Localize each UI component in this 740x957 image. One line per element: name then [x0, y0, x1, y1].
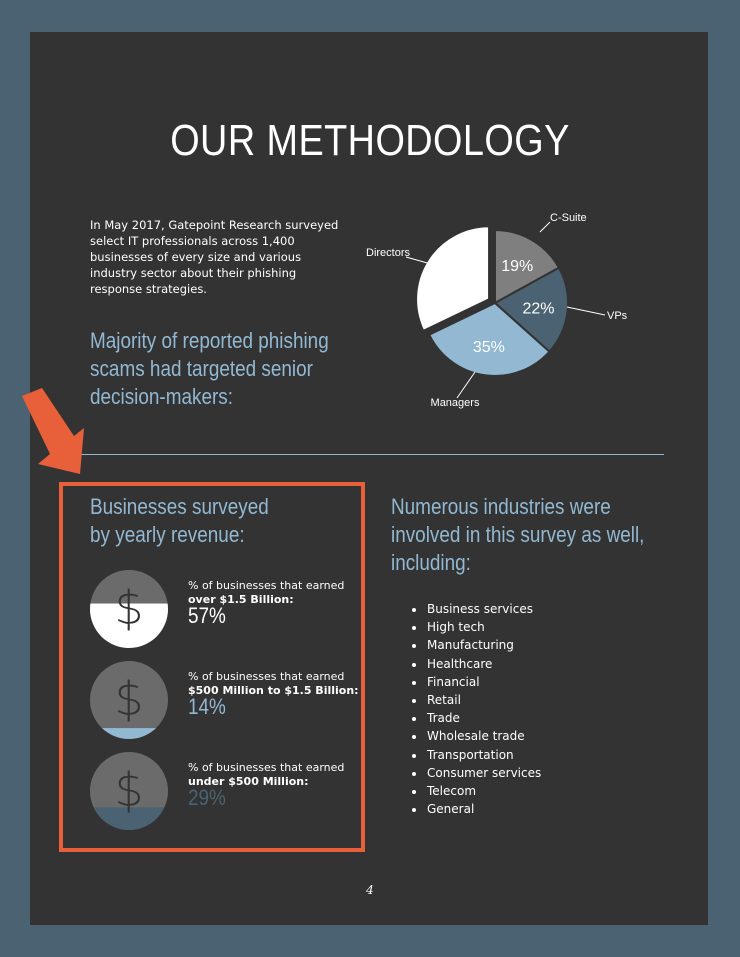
industries-list — [412, 600, 541, 818]
page-title: OUR METHODOLOGY — [170, 116, 570, 165]
svg-text:$: $ — [114, 763, 144, 817]
arrow-icon — [14, 388, 84, 478]
svg-text:$: $ — [114, 581, 144, 635]
list-item: Transportation — [412, 746, 541, 764]
revenue-percent: 14% — [188, 694, 226, 719]
list-item: General — [412, 800, 541, 818]
revenue-range: under $500 Million: — [188, 775, 309, 788]
dollar-coin-icon — [89, 751, 169, 831]
list-item: Telecom — [412, 782, 541, 800]
pie-leader-line — [540, 222, 550, 232]
revenue-stat — [188, 761, 368, 810]
revenue-heading: Businesses surveyed by yearly revenue: — [90, 494, 269, 547]
revenue-range: $500 Million to $1.5 Billion: — [188, 684, 359, 697]
pie-category-label: Managers — [430, 397, 480, 409]
dollar-coin-icon — [89, 569, 169, 649]
revenue-percent: 29% — [188, 785, 226, 810]
list-item: Healthcare — [412, 655, 541, 673]
dollar-coin-icon — [89, 660, 169, 740]
list-item: Business services — [412, 600, 541, 618]
pie-value-label: 22% — [522, 300, 555, 318]
revenue-percent: 57% — [188, 603, 226, 628]
revenue-stat-label: % of businesses that earned — [188, 670, 345, 683]
pie-value-label: 35% — [472, 338, 505, 356]
svg-text:$: $ — [114, 672, 144, 726]
revenue-range: over $1.5 Billion: — [188, 593, 294, 606]
pie-value-label: 19% — [501, 257, 534, 275]
list-item: Financial — [412, 673, 541, 691]
revenue-stat — [188, 579, 368, 628]
list-item: Wholesale trade — [412, 727, 541, 745]
seniority-pie-chart — [345, 200, 645, 420]
page-number: 4 — [366, 883, 374, 897]
pie-category-label: Directors — [366, 247, 411, 259]
list-item: High tech — [412, 618, 541, 636]
list-item: Retail — [412, 691, 541, 709]
list-item: Manufacturing — [412, 636, 541, 654]
revenue-stat-label: % of businesses that earned — [188, 579, 345, 592]
section-divider — [78, 454, 664, 455]
pie-value-label: 36% — [429, 263, 475, 289]
intro-paragraph: In May 2017, Gatepoint Research surveyed select IT professionals across 1,400 businesses of every size and various industry sector about their phishing response strategies. — [90, 218, 339, 296]
pie-category-label: C-Suite — [550, 212, 587, 224]
pie-category-label: VPs — [607, 310, 628, 322]
pie-leader-line — [567, 307, 605, 315]
revenue-stat — [188, 670, 368, 719]
coin-fill-level — [89, 728, 169, 739]
revenue-stat-label: % of businesses that earned — [188, 761, 345, 774]
majority-heading: Majority of reported phishing scams had targeted senior decision-makers: — [90, 328, 329, 409]
list-item: Consumer services — [412, 764, 541, 782]
industries-heading: Numerous industries were involved in this survey as well, including: — [391, 494, 645, 575]
pie-leader-line — [457, 372, 475, 398]
list-item: Trade — [412, 709, 541, 727]
